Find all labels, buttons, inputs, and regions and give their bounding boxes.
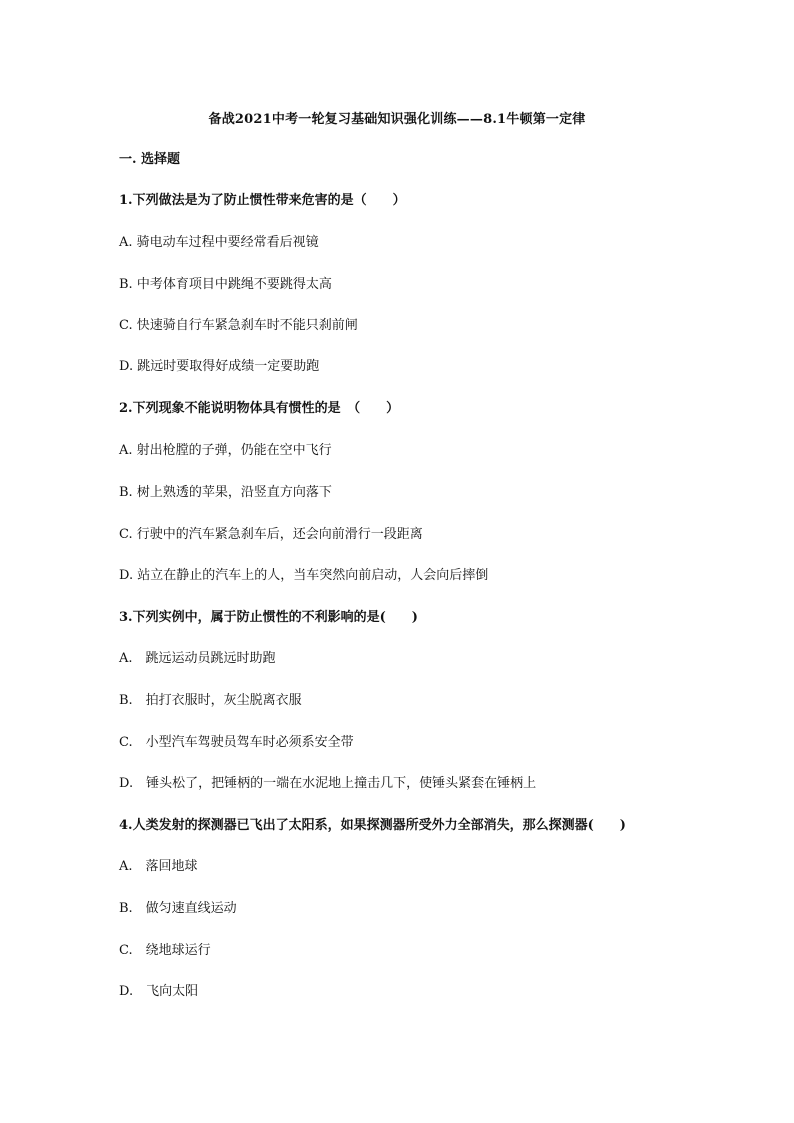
question-1-stem: 1.下列做法是为了防止惯性带来危害的是（ ） xyxy=(119,193,406,208)
question-3-option-c: C. 小型汽车驾驶员驾车时必须系安全带 xyxy=(119,735,354,750)
section-heading: 一. 选择题 xyxy=(119,152,181,167)
question-4-option-a: A. 落回地球 xyxy=(119,859,198,874)
question-3-option-b: B. 拍打衣服时，灰尘脱离衣服 xyxy=(119,693,302,708)
question-1-option-c: C. 快速骑自行车紧急刹车时不能只刹前闸 xyxy=(119,318,358,333)
question-4-option-d: D. 飞向太阳 xyxy=(119,984,199,999)
question-2-option-c: C. 行驶中的汽车紧急刹车后，还会向前滑行一段距离 xyxy=(119,527,423,542)
question-3-stem: 3.下列实例中，属于防止惯性的不利影响的是( ) xyxy=(119,610,418,625)
question-3-option-a: A. 跳远运动员跳远时助跑 xyxy=(119,651,276,666)
question-1-option-b: B. 中考体育项目中跳绳不要跳得太高 xyxy=(119,277,332,292)
question-4-option-b: B. 做匀速直线运动 xyxy=(119,901,237,916)
question-2-option-a: A. 射出枪膛的子弹，仍能在空中飞行 xyxy=(119,443,332,458)
question-2-option-b: B. 树上熟透的苹果，沿竖直方向落下 xyxy=(119,485,332,500)
document-title: 备战2021中考一轮复习基础知识强化训练——8.1牛顿第一定律 xyxy=(208,112,586,127)
question-1-option-d: D. 跳远时要取得好成绩一定要助跑 xyxy=(119,359,320,374)
question-4-stem: 4.人类发射的探测器已飞出了太阳系，如果探测器所受外力全部消失，那么探测器( ) xyxy=(119,818,626,833)
question-2-option-d: D. 站立在静止的汽车上的人，当车突然向前启动，人会向后摔倒 xyxy=(119,568,489,583)
question-4-option-c: C. 绕地球运行 xyxy=(119,943,211,958)
question-3-option-d: D. 锤头松了，把锤柄的一端在水泥地上撞击几下，使锤头紧套在锤柄上 xyxy=(119,776,537,791)
question-1-option-a: A. 骑电动车过程中要经常看后视镜 xyxy=(119,235,319,250)
question-2-stem: 2.下列现象不能说明物体具有惯性的是 （ ） xyxy=(119,401,400,416)
